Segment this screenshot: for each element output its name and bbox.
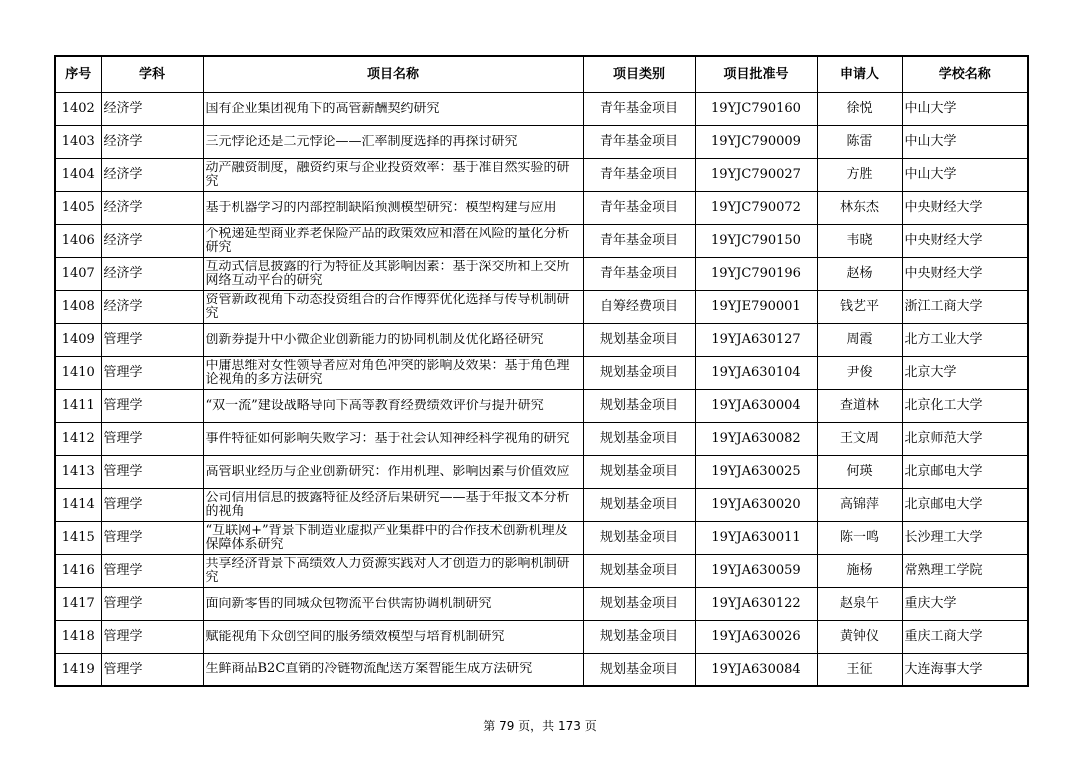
cell-subject: 管理学	[101, 389, 203, 422]
cell-school: 大连海事大学	[902, 653, 1028, 686]
project-title-text: 互动式信息披露的行为特征及其影响因素：基于深交所和上交所网络互动平台的研究	[205, 259, 570, 288]
cell-category: 规划基金项目	[583, 356, 695, 389]
table-row	[55, 422, 1028, 455]
project-title-text: 创新券提升中小微企业创新能力的协同机制及优化路径研究	[205, 332, 544, 347]
project-title-text: “互联网+”背景下制造业虚拟产业集群中的合作技术创新机理及保障体系研究	[205, 523, 568, 552]
project-table-container	[54, 55, 1027, 687]
table-row	[55, 158, 1028, 191]
cell-project-title	[203, 587, 583, 620]
table-row	[55, 125, 1028, 158]
cell-school: 中山大学	[902, 158, 1028, 191]
cell-category: 青年基金项目	[583, 158, 695, 191]
cell-serial: 1419	[55, 653, 101, 686]
project-title-text: 个税递延型商业养老保险产品的政策效应和潜在风险的量化分析研究	[205, 226, 570, 255]
cell-subject: 管理学	[101, 554, 203, 587]
cell-serial: 1412	[55, 422, 101, 455]
cell-serial: 1417	[55, 587, 101, 620]
cell-subject: 管理学	[101, 488, 203, 521]
cell-subject: 管理学	[101, 356, 203, 389]
table-row	[55, 455, 1028, 488]
cell-serial: 1415	[55, 521, 101, 554]
cell-project-title	[203, 455, 583, 488]
header-school: 学校名称	[902, 56, 1028, 92]
cell-applicant: 何瑛	[817, 455, 902, 488]
cell-project-title	[203, 620, 583, 653]
cell-project-title	[203, 389, 583, 422]
cell-subject: 管理学	[101, 587, 203, 620]
cell-serial: 1406	[55, 224, 101, 257]
table-body	[55, 92, 1028, 686]
cell-category: 青年基金项目	[583, 257, 695, 290]
cell-school: 中央财经大学	[902, 191, 1028, 224]
cell-category: 规划基金项目	[583, 323, 695, 356]
cell-approval-number: 19YJA630084	[695, 653, 817, 686]
cell-serial: 1411	[55, 389, 101, 422]
table-row	[55, 488, 1028, 521]
cell-applicant: 王征	[817, 653, 902, 686]
table-row	[55, 521, 1028, 554]
cell-project-title	[203, 554, 583, 587]
cell-category: 青年基金项目	[583, 224, 695, 257]
cell-applicant: 尹俊	[817, 356, 902, 389]
cell-approval-number: 19YJC790072	[695, 191, 817, 224]
cell-serial: 1408	[55, 290, 101, 323]
cell-category: 规划基金项目	[583, 653, 695, 686]
cell-applicant: 徐悦	[817, 92, 902, 125]
cell-applicant: 周霞	[817, 323, 902, 356]
cell-project-title	[203, 290, 583, 323]
table-row	[55, 92, 1028, 125]
cell-school: 北京大学	[902, 356, 1028, 389]
cell-category: 规划基金项目	[583, 422, 695, 455]
table-row	[55, 257, 1028, 290]
cell-approval-number: 19YJA630122	[695, 587, 817, 620]
table-row	[55, 191, 1028, 224]
table-row	[55, 554, 1028, 587]
cell-serial: 1407	[55, 257, 101, 290]
header-project-title: 项目名称	[203, 56, 583, 92]
cell-applicant: 林东杰	[817, 191, 902, 224]
project-title-text: “双一流”建设战略导向下高等教育经费绩效评价与提升研究	[205, 398, 544, 413]
cell-school: 长沙理工大学	[902, 521, 1028, 554]
cell-serial: 1403	[55, 125, 101, 158]
cell-category: 自筹经费项目	[583, 290, 695, 323]
cell-school: 中央财经大学	[902, 257, 1028, 290]
table-row	[55, 356, 1028, 389]
cell-approval-number: 19YJA630011	[695, 521, 817, 554]
project-title-text: 基于机器学习的内部控制缺陷预测模型研究：模型构建与应用	[205, 200, 557, 215]
cell-applicant: 高锦萍	[817, 488, 902, 521]
cell-project-title	[203, 488, 583, 521]
page-footer: 第 79 页，共 173 页	[483, 719, 597, 733]
cell-applicant: 赵泉午	[817, 587, 902, 620]
cell-applicant: 陈一鸣	[817, 521, 902, 554]
cell-serial: 1418	[55, 620, 101, 653]
cell-approval-number: 19YJC790150	[695, 224, 817, 257]
project-title-text: 事件特征如何影响失败学习：基于社会认知神经科学视角的研究	[205, 431, 570, 446]
project-table	[54, 55, 1029, 687]
project-title-text: 生鲜商品B2C直销的冷链物流配送方案智能生成方法研究	[205, 662, 533, 677]
cell-subject: 管理学	[101, 521, 203, 554]
cell-school: 常熟理工学院	[902, 554, 1028, 587]
cell-subject: 管理学	[101, 323, 203, 356]
cell-serial: 1409	[55, 323, 101, 356]
cell-subject: 经济学	[101, 224, 203, 257]
cell-approval-number: 19YJA630059	[695, 554, 817, 587]
cell-subject: 经济学	[101, 290, 203, 323]
header-approval-number: 项目批准号	[695, 56, 817, 92]
cell-subject: 管理学	[101, 455, 203, 488]
cell-approval-number: 19YJC790196	[695, 257, 817, 290]
cell-project-title	[203, 191, 583, 224]
cell-school: 北方工业大学	[902, 323, 1028, 356]
project-title-text: 面向新零售的同城众包物流平台供需协调机制研究	[205, 596, 492, 611]
table-row	[55, 653, 1028, 686]
cell-applicant: 韦晓	[817, 224, 902, 257]
cell-approval-number: 19YJA630020	[695, 488, 817, 521]
cell-category: 规划基金项目	[583, 620, 695, 653]
cell-project-title	[203, 422, 583, 455]
cell-serial: 1402	[55, 92, 101, 125]
cell-project-title	[203, 158, 583, 191]
cell-approval-number: 19YJA630082	[695, 422, 817, 455]
cell-approval-number: 19YJC790160	[695, 92, 817, 125]
cell-serial: 1416	[55, 554, 101, 587]
cell-category: 青年基金项目	[583, 191, 695, 224]
cell-category: 规划基金项目	[583, 587, 695, 620]
cell-subject: 管理学	[101, 422, 203, 455]
project-title-text: 高管职业经历与企业创新研究：作用机理、影响因素与价值效应	[205, 464, 570, 479]
cell-school: 中山大学	[902, 125, 1028, 158]
cell-school: 北京化工大学	[902, 389, 1028, 422]
cell-school: 北京邮电大学	[902, 488, 1028, 521]
cell-subject: 经济学	[101, 125, 203, 158]
cell-school: 北京师范大学	[902, 422, 1028, 455]
cell-category: 规划基金项目	[583, 488, 695, 521]
cell-project-title	[203, 521, 583, 554]
header-subject: 学科	[101, 56, 203, 92]
cell-approval-number: 19YJA630004	[695, 389, 817, 422]
cell-project-title	[203, 92, 583, 125]
cell-project-title	[203, 356, 583, 389]
table-row	[55, 587, 1028, 620]
cell-subject: 经济学	[101, 158, 203, 191]
project-title-text: 动产融资制度，融资约束与企业投资效率：基于准自然实验的研究	[205, 160, 570, 189]
cell-serial: 1404	[55, 158, 101, 191]
cell-approval-number: 19YJA630025	[695, 455, 817, 488]
cell-applicant: 王文周	[817, 422, 902, 455]
cell-serial: 1410	[55, 356, 101, 389]
cell-serial: 1413	[55, 455, 101, 488]
cell-applicant: 方胜	[817, 158, 902, 191]
cell-serial: 1405	[55, 191, 101, 224]
project-title-text: 国有企业集团视角下的高管薪酬契约研究	[205, 101, 440, 116]
cell-school: 浙江工商大学	[902, 290, 1028, 323]
table-row	[55, 290, 1028, 323]
project-title-text: 共享经济背景下高绩效人力资源实践对人才创造力的影响机制研究	[205, 556, 570, 585]
header-serial: 序号	[55, 56, 101, 92]
cell-approval-number: 19YJE790001	[695, 290, 817, 323]
header-applicant: 申请人	[817, 56, 902, 92]
table-row	[55, 620, 1028, 653]
cell-approval-number: 19YJC790009	[695, 125, 817, 158]
cell-project-title	[203, 323, 583, 356]
cell-category: 规划基金项目	[583, 554, 695, 587]
cell-applicant: 黄钟仪	[817, 620, 902, 653]
cell-subject: 管理学	[101, 620, 203, 653]
cell-project-title	[203, 653, 583, 686]
project-title-text: 中庸思维对女性领导者应对角色冲突的影响及效果：基于角色理论视角的多方法研究	[205, 358, 570, 387]
cell-serial: 1414	[55, 488, 101, 521]
cell-applicant: 钱艺平	[817, 290, 902, 323]
table-row	[55, 224, 1028, 257]
project-title-text: 三元悖论还是二元悖论——汇率制度选择的再探讨研究	[205, 134, 518, 149]
cell-project-title	[203, 125, 583, 158]
project-title-text: 赋能视角下众创空间的服务绩效模型与培育机制研究	[205, 629, 505, 644]
cell-project-title	[203, 224, 583, 257]
cell-project-title	[203, 257, 583, 290]
cell-subject: 经济学	[101, 92, 203, 125]
table-row	[55, 323, 1028, 356]
cell-approval-number: 19YJA630026	[695, 620, 817, 653]
cell-subject: 管理学	[101, 653, 203, 686]
project-title-text: 公司信用信息的披露特征及经济后果研究——基于年报文本分析的视角	[205, 490, 570, 519]
cell-category: 规划基金项目	[583, 455, 695, 488]
cell-school: 重庆大学	[902, 587, 1028, 620]
cell-approval-number: 19YJA630127	[695, 323, 817, 356]
cell-school: 中山大学	[902, 92, 1028, 125]
cell-school: 北京邮电大学	[902, 455, 1028, 488]
cell-category: 青年基金项目	[583, 125, 695, 158]
cell-approval-number: 19YJA630104	[695, 356, 817, 389]
table-header-row	[55, 56, 1028, 92]
header-category: 项目类别	[583, 56, 695, 92]
cell-category: 规划基金项目	[583, 389, 695, 422]
cell-category: 规划基金项目	[583, 521, 695, 554]
cell-school: 重庆工商大学	[902, 620, 1028, 653]
table-row	[55, 389, 1028, 422]
cell-approval-number: 19YJC790027	[695, 158, 817, 191]
cell-applicant: 陈雷	[817, 125, 902, 158]
cell-applicant: 施杨	[817, 554, 902, 587]
cell-category: 青年基金项目	[583, 92, 695, 125]
cell-applicant: 查道林	[817, 389, 902, 422]
cell-subject: 经济学	[101, 257, 203, 290]
cell-school: 中央财经大学	[902, 224, 1028, 257]
cell-applicant: 赵杨	[817, 257, 902, 290]
project-title-text: 资管新政视角下动态投资组合的合作博弈优化选择与传导机制研究	[205, 292, 570, 321]
cell-subject: 经济学	[101, 191, 203, 224]
